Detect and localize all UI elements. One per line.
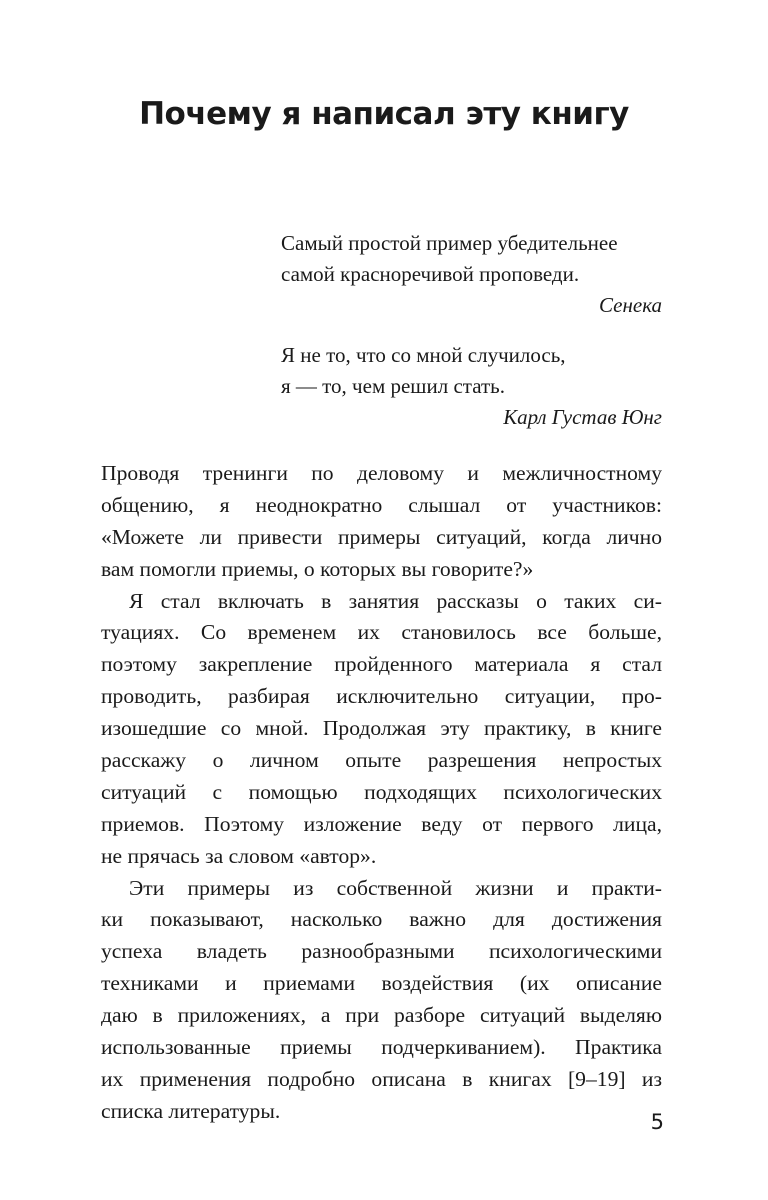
- epigraph-line: Я не то, что со мной случилось,: [281, 343, 566, 367]
- text-line: поэтому закрепление пройденного материала я стал: [101, 652, 662, 677]
- epigraph-line: самой красноречивой проповеди.: [281, 262, 580, 286]
- epigraph: [281, 340, 662, 433]
- page-title: Почему я написал эту книгу: [139, 96, 629, 132]
- text-line: приемов. Поэтому изложение веду от первого лица,: [101, 811, 662, 836]
- text-line: Эти примеры из собственной жизни и практи-: [129, 875, 662, 900]
- text-line: не прячась за словом «автор».: [101, 843, 377, 868]
- text-line: общению, я неоднократно слышал от участников:: [101, 492, 662, 517]
- text-line: «Можете ли привести примеры ситуаций, когда лично: [101, 524, 662, 549]
- text-line: ки показывают, насколько важно для достижения: [101, 907, 662, 932]
- epigraph: [281, 228, 662, 321]
- text-line: техниками и приемами воздействия (их описание: [101, 971, 662, 996]
- text-line: ситуаций с помощью подходящих психологических: [101, 779, 662, 804]
- page-number: 5: [650, 1110, 664, 1134]
- text-line: использованные приемы подчеркиванием). Практика: [101, 1035, 662, 1060]
- text-line: списка литературы.: [101, 1098, 281, 1123]
- text-line: расскажу о личном опыте разрешения непростых: [101, 748, 662, 773]
- epigraph-author: Карл Густав Юнг: [503, 405, 662, 429]
- text-line: Проводя тренинги по деловому и межличностному: [101, 461, 662, 485]
- text-line: туациях. Со временем их становилось все больше,: [101, 620, 662, 645]
- epigraph-author: Сенека: [598, 293, 662, 317]
- text-line: Я стал включать в занятия рассказы о таких си-: [129, 588, 662, 613]
- text-line: их применения подробно описана в книгах [9–19] из: [101, 1066, 662, 1091]
- epigraph-line: я — то, чем решил стать.: [281, 374, 505, 398]
- text-line: проводить, разбирая исключительно ситуации, про-: [101, 684, 662, 709]
- text-line: даю в приложениях, а при разборе ситуаций выделяю: [101, 1003, 662, 1028]
- epigraph-line: Самый простой пример убедительнее: [281, 231, 618, 255]
- text-line: успеха владеть разнообразными психологическими: [101, 939, 662, 964]
- text-line: изошедшие со мной. Продолжая эту практику, в книге: [101, 716, 662, 741]
- text-line: вам помогли приемы, о которых вы говорите?»: [101, 556, 534, 581]
- body-text: [101, 458, 662, 1128]
